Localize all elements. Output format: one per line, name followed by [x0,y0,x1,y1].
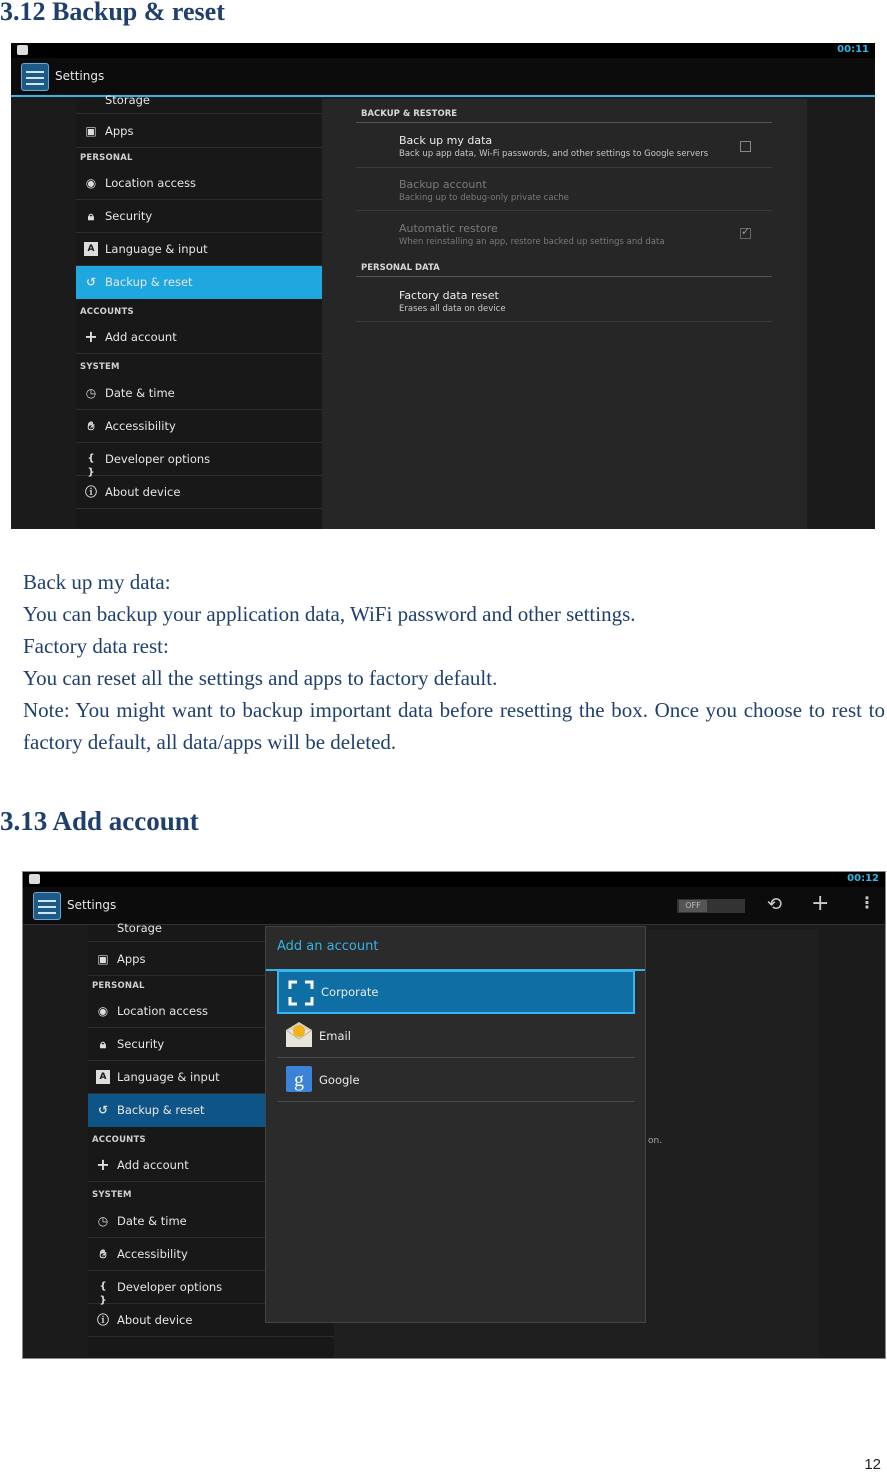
sidebar-item-language[interactable]: A Language & input [88,1061,334,1094]
pref-factory-data-reset[interactable]: Factory data reset Erases all data on device [399,289,506,314]
sidebar-item-date[interactable]: ◷ Date & time [88,1205,334,1238]
screenshot-backup-reset [11,43,875,529]
app-title: Settings [67,898,117,912]
account-option-email[interactable]: Email [277,1014,635,1058]
section-heading-backup: 3.12 Backup & reset [0,0,225,26]
sidebar-header-accounts: ACCOUNTS [80,307,134,317]
clock: 00:12 [847,873,879,884]
sidebar-item-accessibility[interactable]: ✋︎ Accessibility [76,410,322,443]
text-reset-desc: You can reset all the settings and apps to factory default. [23,666,498,690]
text-backup-desc: You can backup your application data, WiFi password and other settings. [23,602,636,626]
sidebar-item-date[interactable]: ◷ Date & time [76,377,322,410]
sidebar-item-developer[interactable]: { } Developer options [76,443,322,476]
divider [356,276,772,277]
divider [356,167,772,168]
page-number: 12 [864,1456,881,1473]
google-icon [285,1065,313,1093]
hand-icon: ✋︎ [99,1247,107,1261]
apps-icon: ▣ [85,124,97,138]
sidebar-item-storage[interactable]: Storage [76,81,322,114]
svg-text:g: g [294,1069,304,1091]
language-icon: A [84,242,98,256]
divider [356,122,772,123]
section-heading-add-account: 3.13 Add account [0,806,199,836]
divider [356,321,772,322]
sidebar-item-about[interactable]: ⓘ About device [76,476,322,509]
sidebar-header-system: SYSTEM [92,1190,132,1200]
add-account-dialog [265,926,646,1323]
sidebar-item-location[interactable]: ◉ Location access [88,995,334,1028]
sidebar-header-personal: PERSONAL [92,981,145,991]
location-icon: ◉ [97,1004,109,1018]
overflow-menu-icon[interactable]: ⋮ [859,893,875,912]
settings-icon[interactable] [33,892,61,920]
sync-icon[interactable]: ⟲ [767,894,783,915]
settings-icon[interactable] [21,63,49,91]
clock-icon: ◷ [85,386,97,400]
sidebar-item-add-account[interactable]: + Add account [76,321,322,354]
text-note: Note: You might want to backup important data before resetting the box. Once you choose to rest to factory default, all data/apps will be deleted. [23,698,885,754]
language-icon: A [96,1070,110,1084]
sidebar-item-backup[interactable]: ↺ Backup & reset [76,266,322,299]
sidebar-item-apps[interactable]: ▣ Apps [88,943,334,976]
toggle-switch[interactable]: OFF [677,899,745,913]
account-option-google[interactable]: g Google [277,1058,635,1102]
sidebar-item-developer[interactable]: { } Developer options [88,1271,334,1304]
notification-icon [29,874,40,884]
backup-icon: ↺ [85,275,97,289]
plus-icon: + [96,1155,110,1174]
text-backup-label: Back up my data: [23,570,171,594]
clock: 00:11 [837,44,869,55]
backup-icon: ↺ [97,1103,109,1117]
background-text: on. [648,1136,663,1146]
location-icon: ◉ [85,176,97,190]
sidebar-item-security[interactable]: 🔒︎ Security [76,200,322,233]
info-icon: ⓘ [96,1313,109,1327]
email-icon [285,1021,313,1049]
backup-checkbox[interactable] [740,141,751,152]
braces-icon: { } [87,453,95,478]
settings-sidebar [76,93,322,529]
sidebar-item-language[interactable]: A Language & input [76,233,322,266]
account-option-corporate[interactable]: Corporate [277,970,635,1014]
description-text [23,566,885,758]
info-icon: ⓘ [84,485,97,499]
dialog-title: Add an account [277,939,379,954]
sidebar-header-accounts: ACCOUNTS [92,1135,146,1145]
sidebar-header-system: SYSTEM [80,362,120,372]
app-title: Settings [55,69,105,83]
screenshot-add-account [22,871,886,1359]
section-header-personal-data: PERSONAL DATA [361,263,440,273]
apps-icon: ▣ [97,952,109,966]
pref-backup-my-data[interactable]: Back up my data Back up app data, Wi-Fi passwords, and other settings to Google servers [399,134,709,159]
divider [356,210,772,211]
pref-backup-account[interactable]: Backup account Backing up to debug-only private cache [399,178,569,203]
lock-icon: 🔒︎ [87,209,95,223]
add-icon[interactable]: + [811,891,830,916]
sidebar-item-about[interactable]: ⓘ About device [88,1304,334,1337]
status-bar [11,43,875,58]
detail-panel [322,99,807,529]
plus-icon: + [84,327,98,346]
status-bar [23,872,885,887]
restore-checkbox[interactable] [740,228,751,239]
sidebar-item-security[interactable]: 🔒︎ Security [88,1028,334,1061]
braces-icon: { } [99,1281,107,1306]
sidebar-item-add-account[interactable]: + Add account [88,1149,334,1182]
corporate-icon [287,979,315,1007]
sidebar-item-location[interactable]: ◉ Location access [76,167,322,200]
sidebar-item-backup[interactable]: ↺ Backup & reset [88,1094,334,1127]
sidebar-item-accessibility[interactable]: ✋︎ Accessibility [88,1238,334,1271]
text-reset-label: Factory data rest: [23,634,169,658]
sidebar-item-apps[interactable]: ▣ Apps [76,115,322,148]
notification-icon [17,45,28,55]
lock-icon: 🔒︎ [99,1037,107,1051]
pref-automatic-restore[interactable]: Automatic restore When reinstalling an app, restore backed up settings and data [399,222,665,247]
section-header-backup-restore: BACKUP & RESTORE [361,109,458,119]
sidebar-header-personal: PERSONAL [80,153,133,163]
clock-icon: ◷ [97,1214,109,1228]
sidebar-item-storage[interactable]: Storage [88,909,334,942]
hand-icon: ✋︎ [87,419,95,433]
